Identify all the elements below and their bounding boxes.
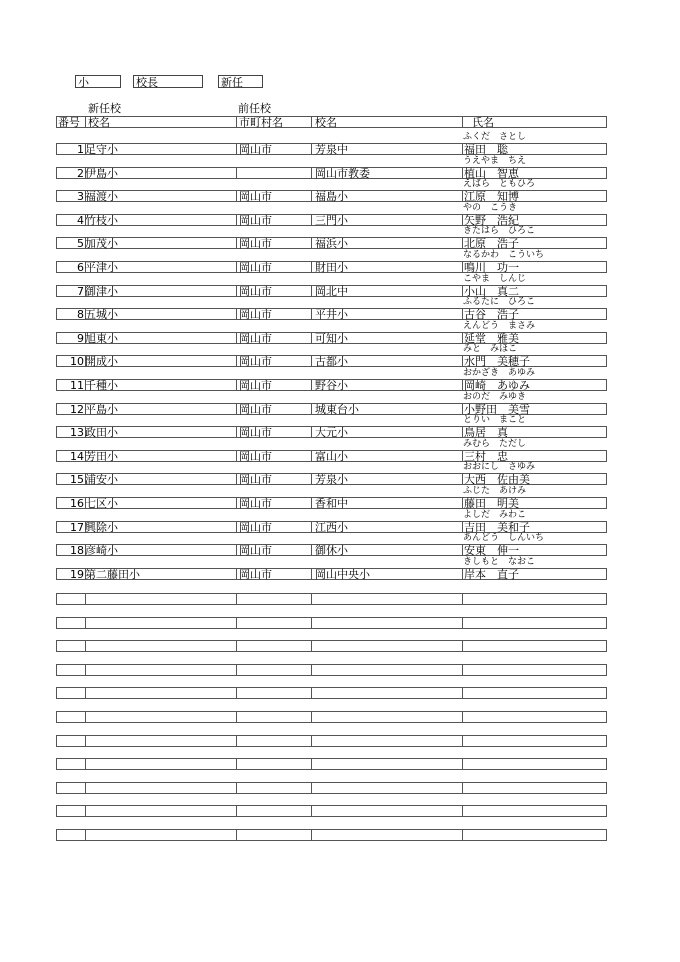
table-row xyxy=(56,521,607,533)
row-name-kana: おかざき あゆみ xyxy=(463,368,536,378)
row-number: 12 xyxy=(70,403,84,416)
row-city: 岡山市 xyxy=(239,521,272,534)
position-label: 校長 xyxy=(133,75,203,88)
row-city: 岡山市 xyxy=(239,450,272,463)
row-name-kana: えばら ともひろ xyxy=(463,179,536,189)
empty-table-row xyxy=(56,664,607,676)
row-name: 小野田 美雪 xyxy=(464,403,530,416)
table-row xyxy=(56,237,607,249)
row-school: 千種小 xyxy=(85,379,118,392)
row-prev-school: 野谷小 xyxy=(315,379,348,392)
row-name: 北原 浩子 xyxy=(464,237,519,250)
row-name-kana: やの こうき xyxy=(463,203,518,213)
empty-table-row xyxy=(56,829,607,841)
table-row xyxy=(56,355,607,367)
empty-table-row xyxy=(56,805,607,817)
column-school: 校名 xyxy=(88,116,110,129)
row-prev-school: 岡山中央小 xyxy=(315,568,370,581)
row-name-kana: みむら ただし xyxy=(463,439,527,449)
row-name: 吉田 美和子 xyxy=(464,521,530,534)
row-school: 足守小 xyxy=(85,143,118,156)
table-row xyxy=(56,167,607,179)
row-name: 水門 美穂子 xyxy=(464,355,530,368)
row-name: 岸本 直子 xyxy=(464,568,519,581)
empty-table-row xyxy=(56,617,607,629)
table-row xyxy=(56,285,607,297)
row-school: 旭東小 xyxy=(85,332,118,345)
row-prev-school: 富山小 xyxy=(315,450,348,463)
row-name: 岡崎 あゆみ xyxy=(464,379,530,392)
table-row xyxy=(56,261,607,273)
row-city: 岡山市 xyxy=(239,237,272,250)
row-city: 岡山市 xyxy=(239,379,272,392)
row-prev-school: 財田小 xyxy=(315,261,348,274)
row-number: 14 xyxy=(70,450,84,463)
row-school: 平島小 xyxy=(85,403,118,416)
row-prev-school: 三門小 xyxy=(315,214,348,227)
empty-table-row xyxy=(56,758,607,770)
row-prev-school: 福浜小 xyxy=(315,237,348,250)
level-label: 小 xyxy=(75,75,121,88)
table-row xyxy=(56,143,607,155)
row-name: 藤田 明美 xyxy=(464,497,519,510)
row-city: 岡山市 xyxy=(239,190,272,203)
row-name: 延堂 雅美 xyxy=(464,332,519,345)
row-school: 福渡小 xyxy=(85,190,118,203)
row-number: 10 xyxy=(70,355,84,368)
row-name-kana: よしだ みわこ xyxy=(463,510,527,520)
empty-table-row xyxy=(56,735,607,747)
row-number: 6 xyxy=(77,261,84,274)
row-name-kana: ふじた あけみ xyxy=(463,486,527,496)
row-city: 岡山市 xyxy=(239,214,272,227)
table-row xyxy=(56,332,607,344)
row-school: 浦安小 xyxy=(85,473,118,486)
row-school: 竹枝小 xyxy=(85,214,118,227)
row-name-kana: こやま しんじ xyxy=(463,274,527,284)
row-number: 18 xyxy=(70,544,84,557)
row-number: 1 xyxy=(77,143,84,156)
row-name: 植山 智恵 xyxy=(464,167,519,180)
row-name: 安東 伸一 xyxy=(464,544,519,557)
row-number: 16 xyxy=(70,497,84,510)
row-city: 岡山市 xyxy=(239,497,272,510)
row-name-kana: おおにし さゆみ xyxy=(463,462,536,472)
column-number: 番号 xyxy=(58,116,80,129)
row-name-kana: ふるたに ひろこ xyxy=(463,297,536,307)
empty-table-row xyxy=(56,640,607,652)
row-name-kana: おのだ みゆき xyxy=(463,392,527,402)
row-name: 鳴川 功一 xyxy=(464,261,519,274)
row-name-kana: うえやま ちえ xyxy=(463,156,527,166)
row-name-kana: きたはら ひろこ xyxy=(463,226,536,236)
row-name-kana: えんどう まさみ xyxy=(463,321,536,331)
row-city: 岡山市 xyxy=(239,332,272,345)
row-city: 岡山市 xyxy=(239,308,272,321)
row-prev-school: 岡北中 xyxy=(315,285,348,298)
column-prev-school: 校名 xyxy=(315,116,337,129)
row-name-kana: きしもと なおこ xyxy=(463,557,536,567)
table-row xyxy=(56,497,607,509)
empty-table-row xyxy=(56,593,607,605)
row-school: 政田小 xyxy=(85,426,118,439)
prev-school-group-heading: 前任校 xyxy=(238,102,271,115)
row-number: 15 xyxy=(70,473,84,486)
empty-table-row xyxy=(56,711,607,723)
row-city: 岡山市 xyxy=(239,143,272,156)
row-name-kana: なるかわ こういち xyxy=(463,250,545,260)
row-number: 17 xyxy=(70,521,84,534)
row-prev-school: 大元小 xyxy=(315,426,348,439)
row-prev-school: 香和中 xyxy=(315,497,348,510)
row-city: 岡山市 xyxy=(239,403,272,416)
row-school: 平津小 xyxy=(85,261,118,274)
row-prev-school: 芳泉中 xyxy=(315,143,348,156)
row-name-kana: あんどう しんいち xyxy=(463,533,545,543)
row-school: 伊島小 xyxy=(85,167,118,180)
row-school: 興除小 xyxy=(85,521,118,534)
table-row xyxy=(56,379,607,391)
row-name: 福田 聡 xyxy=(464,143,508,156)
empty-table-row xyxy=(56,782,607,794)
row-number: 9 xyxy=(77,332,84,345)
row-city: 岡山市 xyxy=(239,568,272,581)
table-row xyxy=(56,473,607,485)
row-school: 七区小 xyxy=(85,497,118,510)
row-school: 開成小 xyxy=(85,355,118,368)
row-number: 8 xyxy=(77,308,84,321)
row-number: 4 xyxy=(77,214,84,227)
table-row xyxy=(56,544,607,556)
row-school: 第二藤田小 xyxy=(85,568,140,581)
row-prev-school: 可知小 xyxy=(315,332,348,345)
row-name: 古谷 浩子 xyxy=(464,308,519,321)
table-row xyxy=(56,403,607,415)
row-name: 大西 佐由美 xyxy=(464,473,530,486)
row-prev-school: 福島小 xyxy=(315,190,348,203)
row-name: 矢野 浩紀 xyxy=(464,214,519,227)
row-prev-school: 岡山市教委 xyxy=(315,167,370,180)
row-city: 岡山市 xyxy=(239,355,272,368)
row-name: 鳥居 真 xyxy=(464,426,508,439)
row-school: 芳田小 xyxy=(85,450,118,463)
row-city: 岡山市 xyxy=(239,426,272,439)
row-school: 御津小 xyxy=(85,285,118,298)
row-school: 加茂小 xyxy=(85,237,118,250)
row-prev-school: 芳泉小 xyxy=(315,473,348,486)
row-number: 3 xyxy=(77,190,84,203)
column-header-row xyxy=(56,116,607,128)
row-prev-school: 御休小 xyxy=(315,544,348,557)
new-school-group-heading: 新任校 xyxy=(88,102,121,115)
table-row xyxy=(56,308,607,320)
table-row xyxy=(56,450,607,462)
row-name: 三村 忠 xyxy=(464,450,508,463)
table-row xyxy=(56,426,607,438)
row-city: 岡山市 xyxy=(239,261,272,274)
row-name-kana: とりい まこと xyxy=(463,415,527,425)
row-number: 13 xyxy=(70,426,84,439)
row-city: 岡山市 xyxy=(239,473,272,486)
row-prev-school: 平井小 xyxy=(315,308,348,321)
row-name: 小山 真二 xyxy=(464,285,519,298)
column-name: 氏名 xyxy=(472,116,494,129)
row-city: 岡山市 xyxy=(239,544,272,557)
row-prev-school: 古都小 xyxy=(315,355,348,368)
row-prev-school: 江西小 xyxy=(315,521,348,534)
row-prev-school: 城東台小 xyxy=(315,403,359,416)
row-name-kana: ふくだ さとし xyxy=(463,132,527,142)
empty-table-row xyxy=(56,687,607,699)
row-school: 彦崎小 xyxy=(85,544,118,557)
type-label: 新任 xyxy=(218,75,263,88)
table-row xyxy=(56,214,607,226)
table-row xyxy=(56,190,607,202)
row-city: 岡山市 xyxy=(239,285,272,298)
row-name-kana: みと みほこ xyxy=(463,344,518,354)
column-city: 市町村名 xyxy=(239,116,283,129)
row-school: 五城小 xyxy=(85,308,118,321)
row-number: 5 xyxy=(77,237,84,250)
row-number: 11 xyxy=(70,379,84,392)
row-number: 7 xyxy=(77,285,84,298)
table-row xyxy=(56,568,607,580)
row-name: 江原 知博 xyxy=(464,190,519,203)
row-number: 19 xyxy=(70,568,84,581)
row-number: 2 xyxy=(77,167,84,180)
